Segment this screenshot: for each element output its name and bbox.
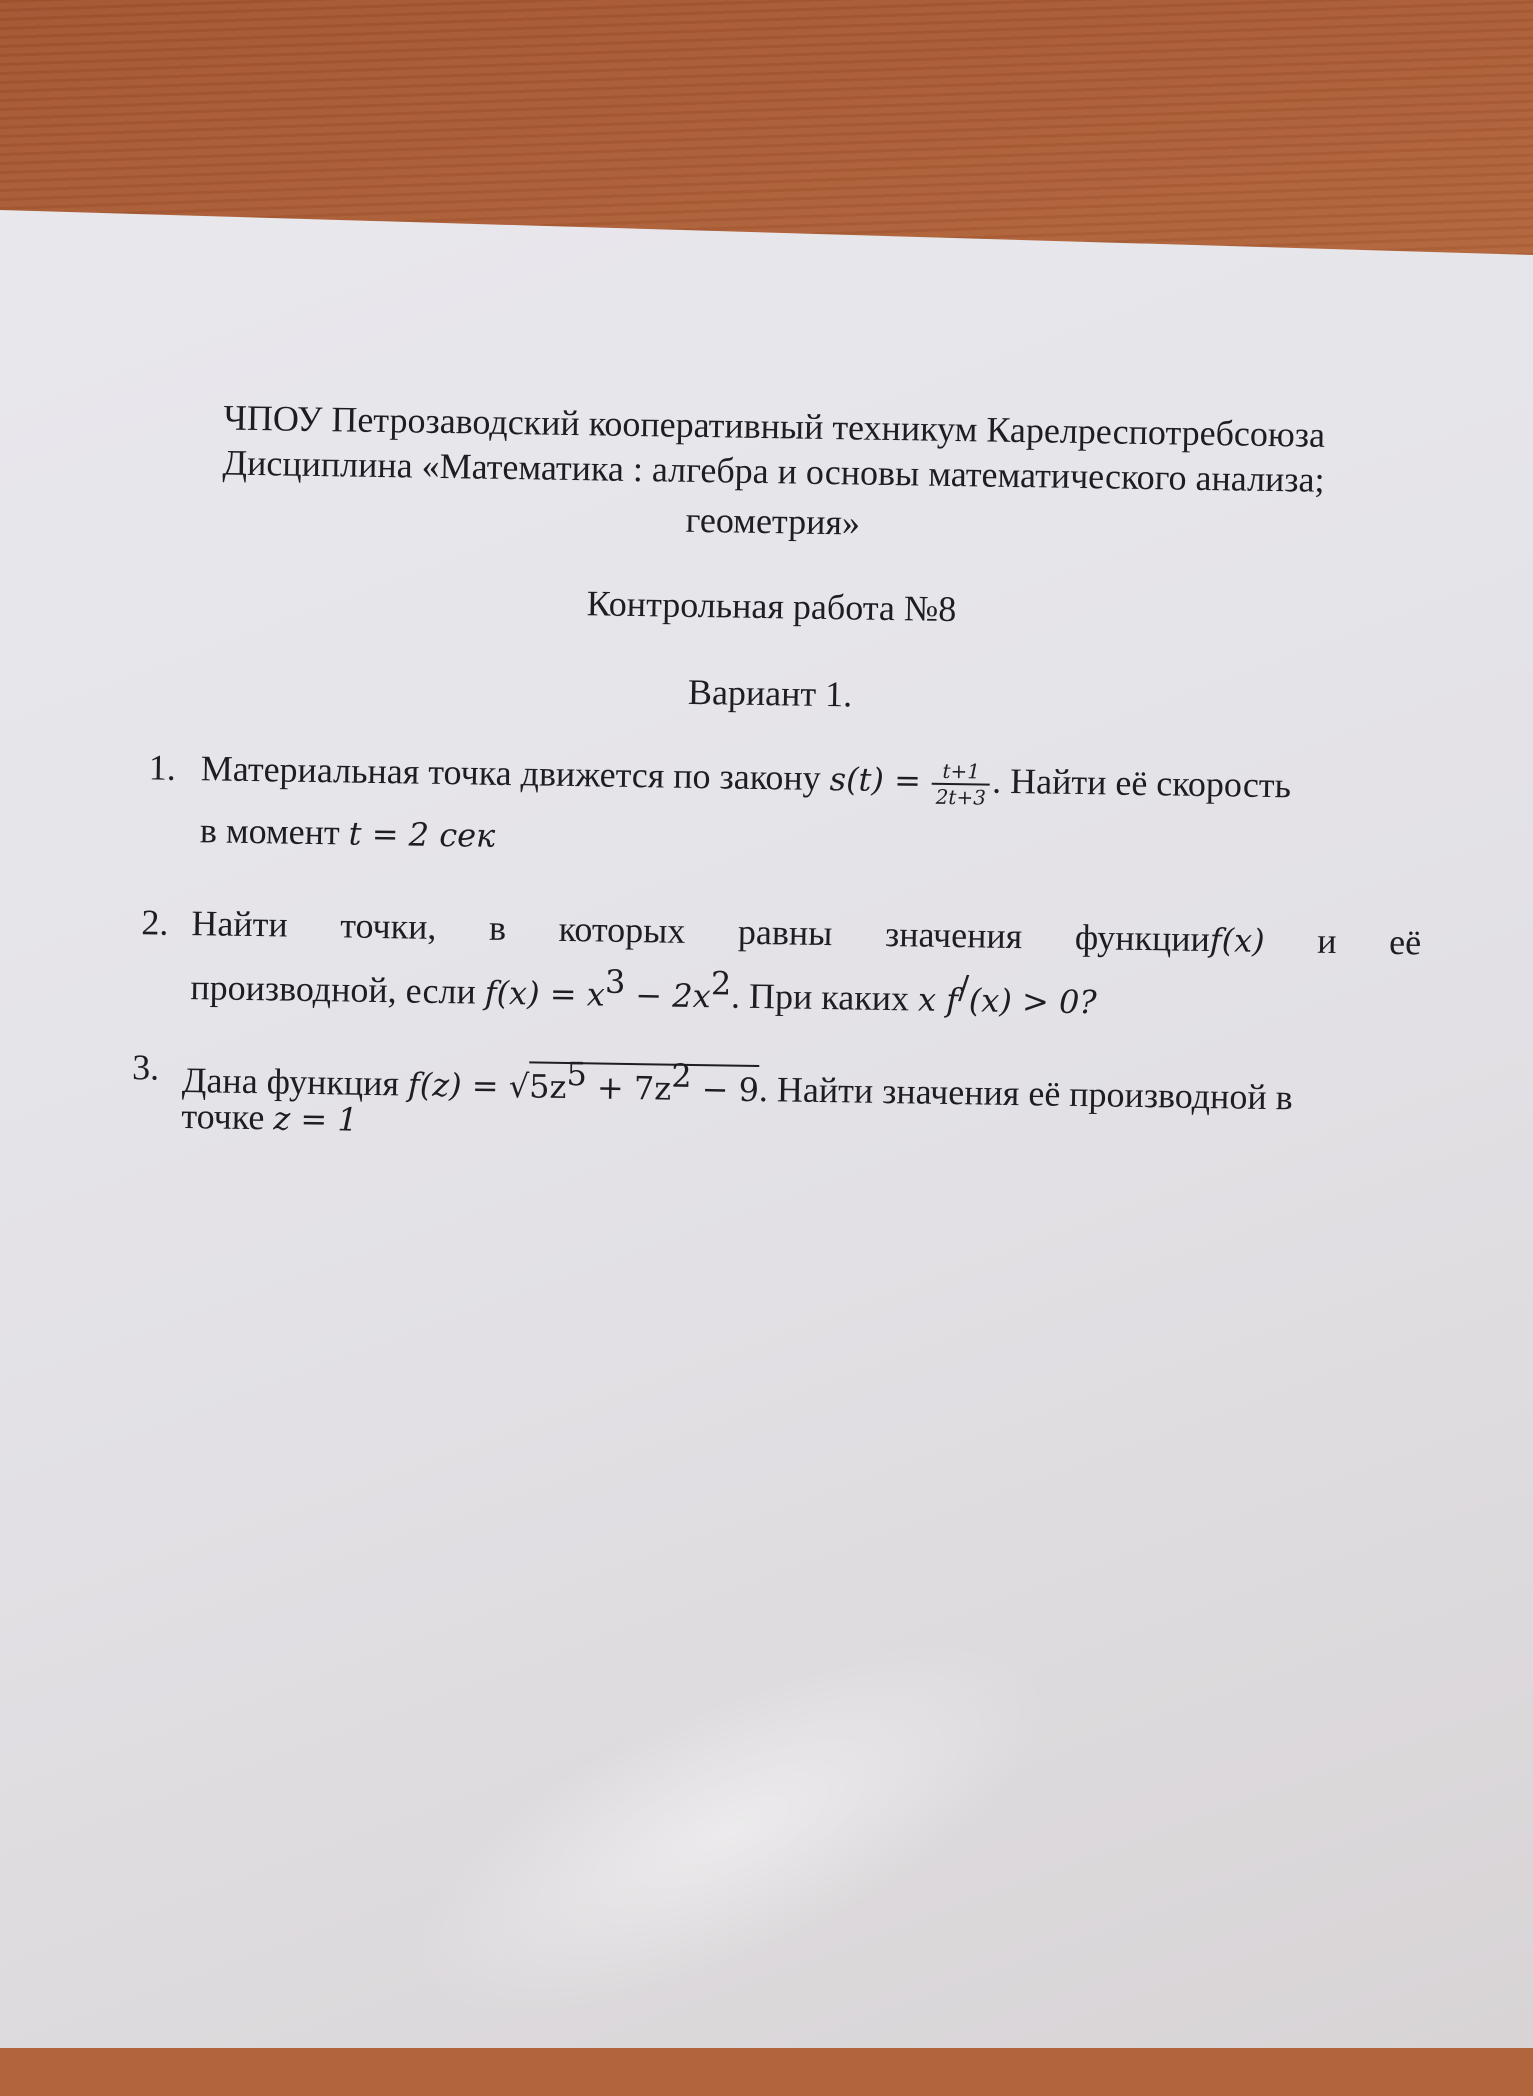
header-line-3: геометрия» xyxy=(685,499,861,543)
task-3-line2-formula: z = 1 xyxy=(273,1099,359,1139)
task-2-word: её xyxy=(1388,921,1422,963)
task-2-word: и xyxy=(1317,920,1337,962)
task-2-text-b: . При каких xyxy=(730,975,910,1019)
task-2-word-fx xyxy=(1075,915,1266,963)
task-2-word: точки, xyxy=(339,905,437,947)
task-2-number: 2. xyxy=(141,902,169,943)
task-2-exp-2: 2 xyxy=(710,964,732,1003)
radicand-exp-2: 2 xyxy=(671,1056,692,1095)
task-3-number: 3. xyxy=(131,1047,160,1088)
task-3-line2-text: точке xyxy=(181,1095,265,1138)
radicand-exp-5: 5 xyxy=(566,1055,588,1094)
task-2-line2-text: производной, если xyxy=(190,967,477,1012)
fraction-denominator: 2t+3 xyxy=(935,784,987,810)
task-2-formula-c: x f xyxy=(917,980,959,1020)
task-3-formula-lhs: f(z) = √ xyxy=(407,1065,530,1106)
radicand-part: 5z xyxy=(528,1067,567,1107)
fraction-numerator: t+1 xyxy=(932,758,991,785)
task-2-exp-3: 3 xyxy=(604,962,626,1001)
header-line-2: Дисциплина «Математика : алгебра и основы математического анализа; xyxy=(222,442,1325,500)
task-1-number: 1. xyxy=(148,747,177,788)
task-1-text-b: . Найти её скорость xyxy=(991,760,1292,806)
task-2-line-2 xyxy=(190,953,1097,1024)
task-2-word: которых xyxy=(558,908,686,951)
radicand-part: − 9 xyxy=(691,1069,760,1110)
header-line-1: ЧПОУ Петрозаводский кооперативный техникум Карелреспотребсоюза xyxy=(223,397,1326,455)
task-2-word: значения xyxy=(884,913,1023,957)
task-2-formula-a: f(x) = x xyxy=(484,973,606,1014)
task-1-line2-text: в момент xyxy=(199,810,341,853)
task-2-prime: / xyxy=(957,968,970,1007)
task-3-radicand xyxy=(528,1055,760,1110)
task-2-word: функции xyxy=(1074,916,1211,960)
task-1-text-a: Материальная точка движется по закону xyxy=(200,748,822,798)
task-2-word: равны xyxy=(737,911,833,954)
variant-title: Вариант 1. xyxy=(687,671,853,715)
radicand-part: + 7z xyxy=(586,1068,672,1108)
task-2-formula-d: (x) > 0? xyxy=(968,981,1097,1022)
task-2-formula-b: − 2x xyxy=(624,975,712,1016)
task-2-word: в xyxy=(488,907,507,949)
task-2-fx: f(x) xyxy=(1209,921,1265,960)
task-1-fraction xyxy=(931,758,990,809)
task-1-formula-lhs: s(t) = xyxy=(829,760,922,800)
task-2-word: Найти xyxy=(191,903,288,945)
test-title: Контрольная работа №8 xyxy=(586,583,957,630)
task-1-line2-formula: t = 2 сек xyxy=(348,814,496,855)
task-3-text-a: Дана функция xyxy=(181,1059,400,1104)
task-3-text-b: . Найти значения её производной в xyxy=(758,1069,1293,1118)
